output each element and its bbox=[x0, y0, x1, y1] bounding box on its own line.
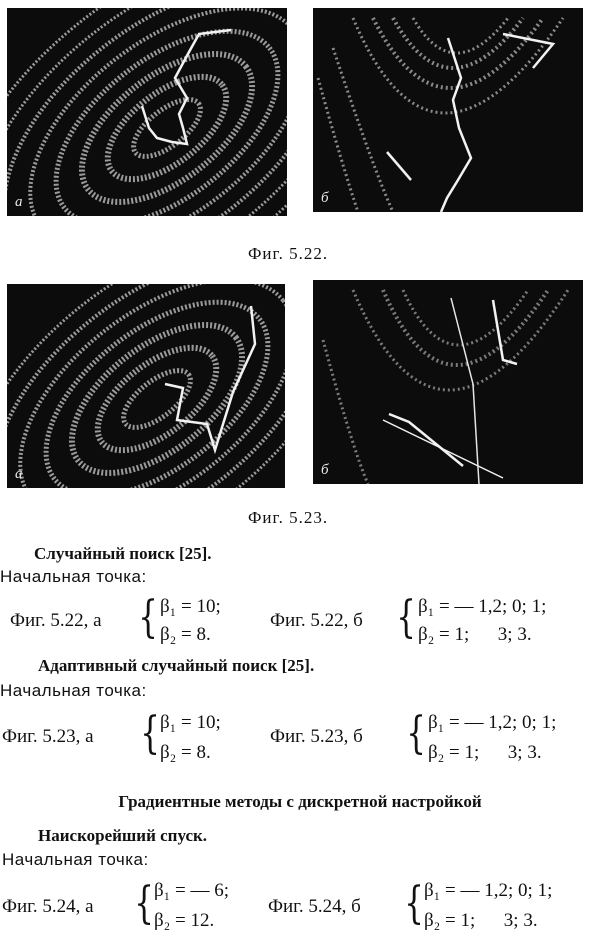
equation: β₂ = 1; 3; 3. bbox=[418, 624, 532, 645]
panel-letter: a bbox=[15, 194, 23, 210]
figure-5-23-panel-a bbox=[7, 284, 285, 488]
figure-caption: Фиг. 5.23. bbox=[248, 508, 329, 527]
panel-letter: б bbox=[321, 462, 329, 478]
start-point-label: Начальная точка: bbox=[0, 567, 147, 586]
brace: { bbox=[134, 878, 154, 929]
figure-5-23-panel-b bbox=[313, 280, 583, 484]
brace: { bbox=[404, 878, 424, 929]
figure-5-22-panel-b bbox=[313, 8, 583, 212]
brace: { bbox=[138, 592, 158, 643]
brace: { bbox=[396, 592, 416, 643]
section-heading: Наискорейший спуск. bbox=[38, 826, 208, 845]
equation: β₂ = 8. bbox=[160, 624, 211, 645]
equation: β₂ = 1; 3; 3. bbox=[428, 742, 542, 763]
search-path bbox=[451, 298, 479, 484]
equation: β₁ = 10; bbox=[160, 596, 221, 617]
figure-caption: Фиг. 5.22. bbox=[248, 244, 329, 263]
figure-reference: Фиг. 5.24, a bbox=[2, 896, 94, 917]
equation: β₂ = 12. bbox=[154, 910, 215, 931]
contour-plot-valley bbox=[313, 8, 583, 212]
equation: β₂ = 1; 3; 3. bbox=[424, 910, 538, 931]
panel-letter: б bbox=[321, 190, 329, 206]
equation-row bbox=[0, 592, 600, 648]
section-title: Градиентные методы с дискретной настройкой bbox=[118, 792, 482, 811]
equation: β₁ = — 1,2; 0; 1; bbox=[418, 596, 547, 617]
equation: β₂ = 8. bbox=[160, 742, 211, 763]
start-point-label: Начальная точка: bbox=[2, 850, 149, 869]
brace: { bbox=[406, 708, 426, 759]
equation-row bbox=[0, 710, 600, 766]
section-heading: Адаптивный случайный поиск [25]. bbox=[38, 656, 315, 675]
panel-letter: a bbox=[15, 466, 23, 482]
figure-reference: Фиг. 5.22, a bbox=[10, 610, 102, 631]
equation: β₁ = — 1,2; 0; 1; bbox=[428, 712, 557, 733]
contour-plot-elliptic bbox=[7, 8, 287, 216]
figure-5-22-panel-a bbox=[7, 8, 287, 216]
brace: { bbox=[140, 708, 160, 759]
contour-plot-elliptic bbox=[7, 284, 285, 488]
figure-reference: Фиг. 5.22, б bbox=[270, 610, 363, 631]
figure-reference: Фиг. 5.23, б bbox=[270, 726, 363, 747]
figure-reference: Фиг. 5.23, a bbox=[2, 726, 94, 747]
equation-row bbox=[0, 878, 600, 938]
figure-reference: Фиг. 5.24, б bbox=[268, 896, 361, 917]
start-point-label: Начальная точка: bbox=[0, 681, 147, 700]
contour-plot-valley bbox=[313, 280, 583, 484]
equation: β₁ = 10; bbox=[160, 712, 221, 733]
equation: β₁ = — 1,2; 0; 1; bbox=[424, 880, 553, 901]
section-heading: Случайный поиск [25]. bbox=[34, 544, 212, 563]
equation: β₁ = — 6; bbox=[154, 880, 230, 901]
